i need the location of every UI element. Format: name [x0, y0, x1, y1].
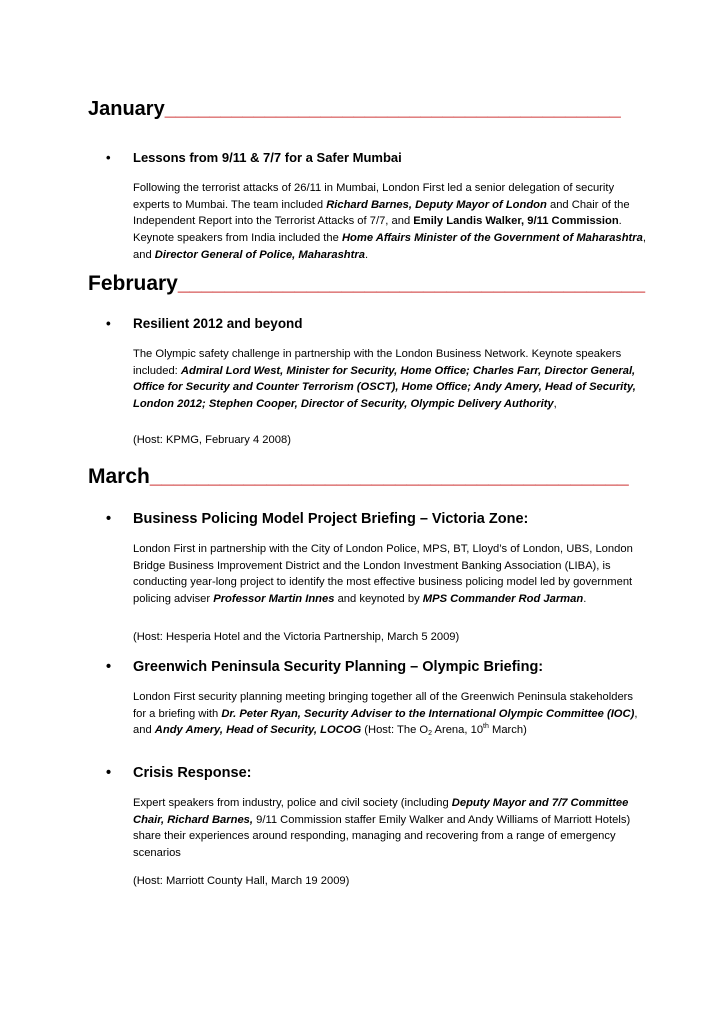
- month-heading-march: [88, 465, 629, 489]
- heading-rule: ________________________________________: [177, 272, 646, 295]
- body-text: (Host: The O: [361, 724, 429, 737]
- month-name: March: [88, 465, 150, 488]
- host-line: (Host: Hesperia Hotel and the Victoria Partnership, March 5 2009): [133, 631, 460, 643]
- heading-rule: _________________________________________: [164, 98, 621, 120]
- body-emphasis: Admiral Lord West, Minister for Security, Home Office; Charles Farr, Director General, Office for Security and Counter Terrorism (OSCT), Home Office; Andy Amery, Head of Security, London 2012; Stephen Cooper, Director of Security, Olympic Delivery Authority: [133, 364, 636, 411]
- body-text: , and: [133, 707, 638, 737]
- body-text: and Chair of the Independent Report into the Terrorist Attacks of 7/7, and: [133, 198, 630, 228]
- body-text: ,: [553, 398, 557, 411]
- body-text: 9/11 Commission staffer Emily Walker and Andy Williams of Marriott Hotels) share their experiences around responding, managing and recovering from a range of emergency scenarios: [133, 813, 631, 860]
- body-text: Following the terrorist attacks of 26/11 in Mumbai, London First led a senior delegation of security experts to Mumbai. The team included: [133, 182, 615, 211]
- host-line: (Host: KPMG, February 4 2008): [133, 434, 291, 446]
- body-text: , and: [133, 232, 646, 261]
- body-text: and keynoted by: [334, 593, 423, 606]
- body-strong: Emily Landis Walker, 9/11 Commission: [413, 215, 619, 228]
- subscript: 2: [428, 730, 433, 738]
- item-title: Greenwich Peninsula Security Planning – Olympic Briefing:: [133, 659, 544, 675]
- host-line: (Host: Marriott County Hall, March 19 2009): [133, 875, 350, 887]
- month-heading-february: [88, 272, 645, 296]
- body-text: Arena, 10: [432, 724, 484, 737]
- body-emphasis: Home Affairs Minister of the Government of Maharashtra: [341, 232, 643, 245]
- bullet: •: [106, 316, 111, 331]
- item-body: [133, 689, 647, 739]
- body-text: March): [488, 724, 527, 737]
- body-emphasis: Director General of Police, Maharashtra: [154, 248, 365, 261]
- body-emphasis: MPS Commander Rod Jarman: [422, 593, 584, 606]
- item-body: [133, 795, 647, 862]
- item-body: [133, 541, 647, 608]
- item-title: Business Policing Model Project Briefing – Victoria Zone:: [133, 511, 529, 527]
- bullet: •: [106, 150, 111, 165]
- item-title: Resilient 2012 and beyond: [133, 316, 303, 331]
- body-text: The Olympic safety challenge in partnership with the London Business Network. Keynote speakers included:: [133, 348, 622, 377]
- body-emphasis: Professor Martin Innes: [213, 593, 335, 606]
- body-emphasis: Deputy Mayor and 7/7 Committee Chair, Richard Barnes,: [133, 797, 629, 826]
- body-text: .: [583, 593, 587, 606]
- item-title: Lessons from 9/11 & 7/7 for a Safer Mumbai: [133, 150, 402, 165]
- body-emphasis: Richard Barnes, Deputy Mayor of London: [326, 198, 547, 211]
- heading-rule: _________________________________________: [149, 465, 629, 488]
- body-text: Expert speakers from industry, police and civil society (including: [133, 797, 452, 809]
- body-text: London First security planning meeting bringing together all of the Greenwich Peninsula stakeholders for a briefing with: [133, 691, 634, 720]
- item-body: [133, 180, 647, 264]
- item-title: Crisis Response:: [133, 765, 252, 781]
- month-heading-january: [88, 98, 621, 121]
- bullet: •: [106, 659, 112, 675]
- body-emphasis: Andy Amery, Head of Security, LOCOG: [154, 724, 362, 737]
- month-name: February: [88, 272, 178, 295]
- bullet: •: [106, 511, 112, 527]
- body-emphasis: Dr. Peter Ryan, Security Adviser to the International Olympic Committee (IOC): [221, 707, 635, 720]
- bullet: •: [106, 765, 112, 781]
- item-body: [133, 346, 647, 413]
- body-text: . Keynote speakers from India included the: [133, 215, 622, 245]
- body-text: London First in partnership with the City of London Police, MPS, BT, Lloyd’s of London, UBS, London Bridge Business Improvement District and the London Investment Banking Association (LIBA), is conducting year-long project to identify the most effective business policing model led by government policing adviser: [133, 543, 633, 606]
- superscript: th: [483, 723, 489, 731]
- body-text: .: [364, 248, 369, 261]
- month-name: January: [88, 98, 165, 120]
